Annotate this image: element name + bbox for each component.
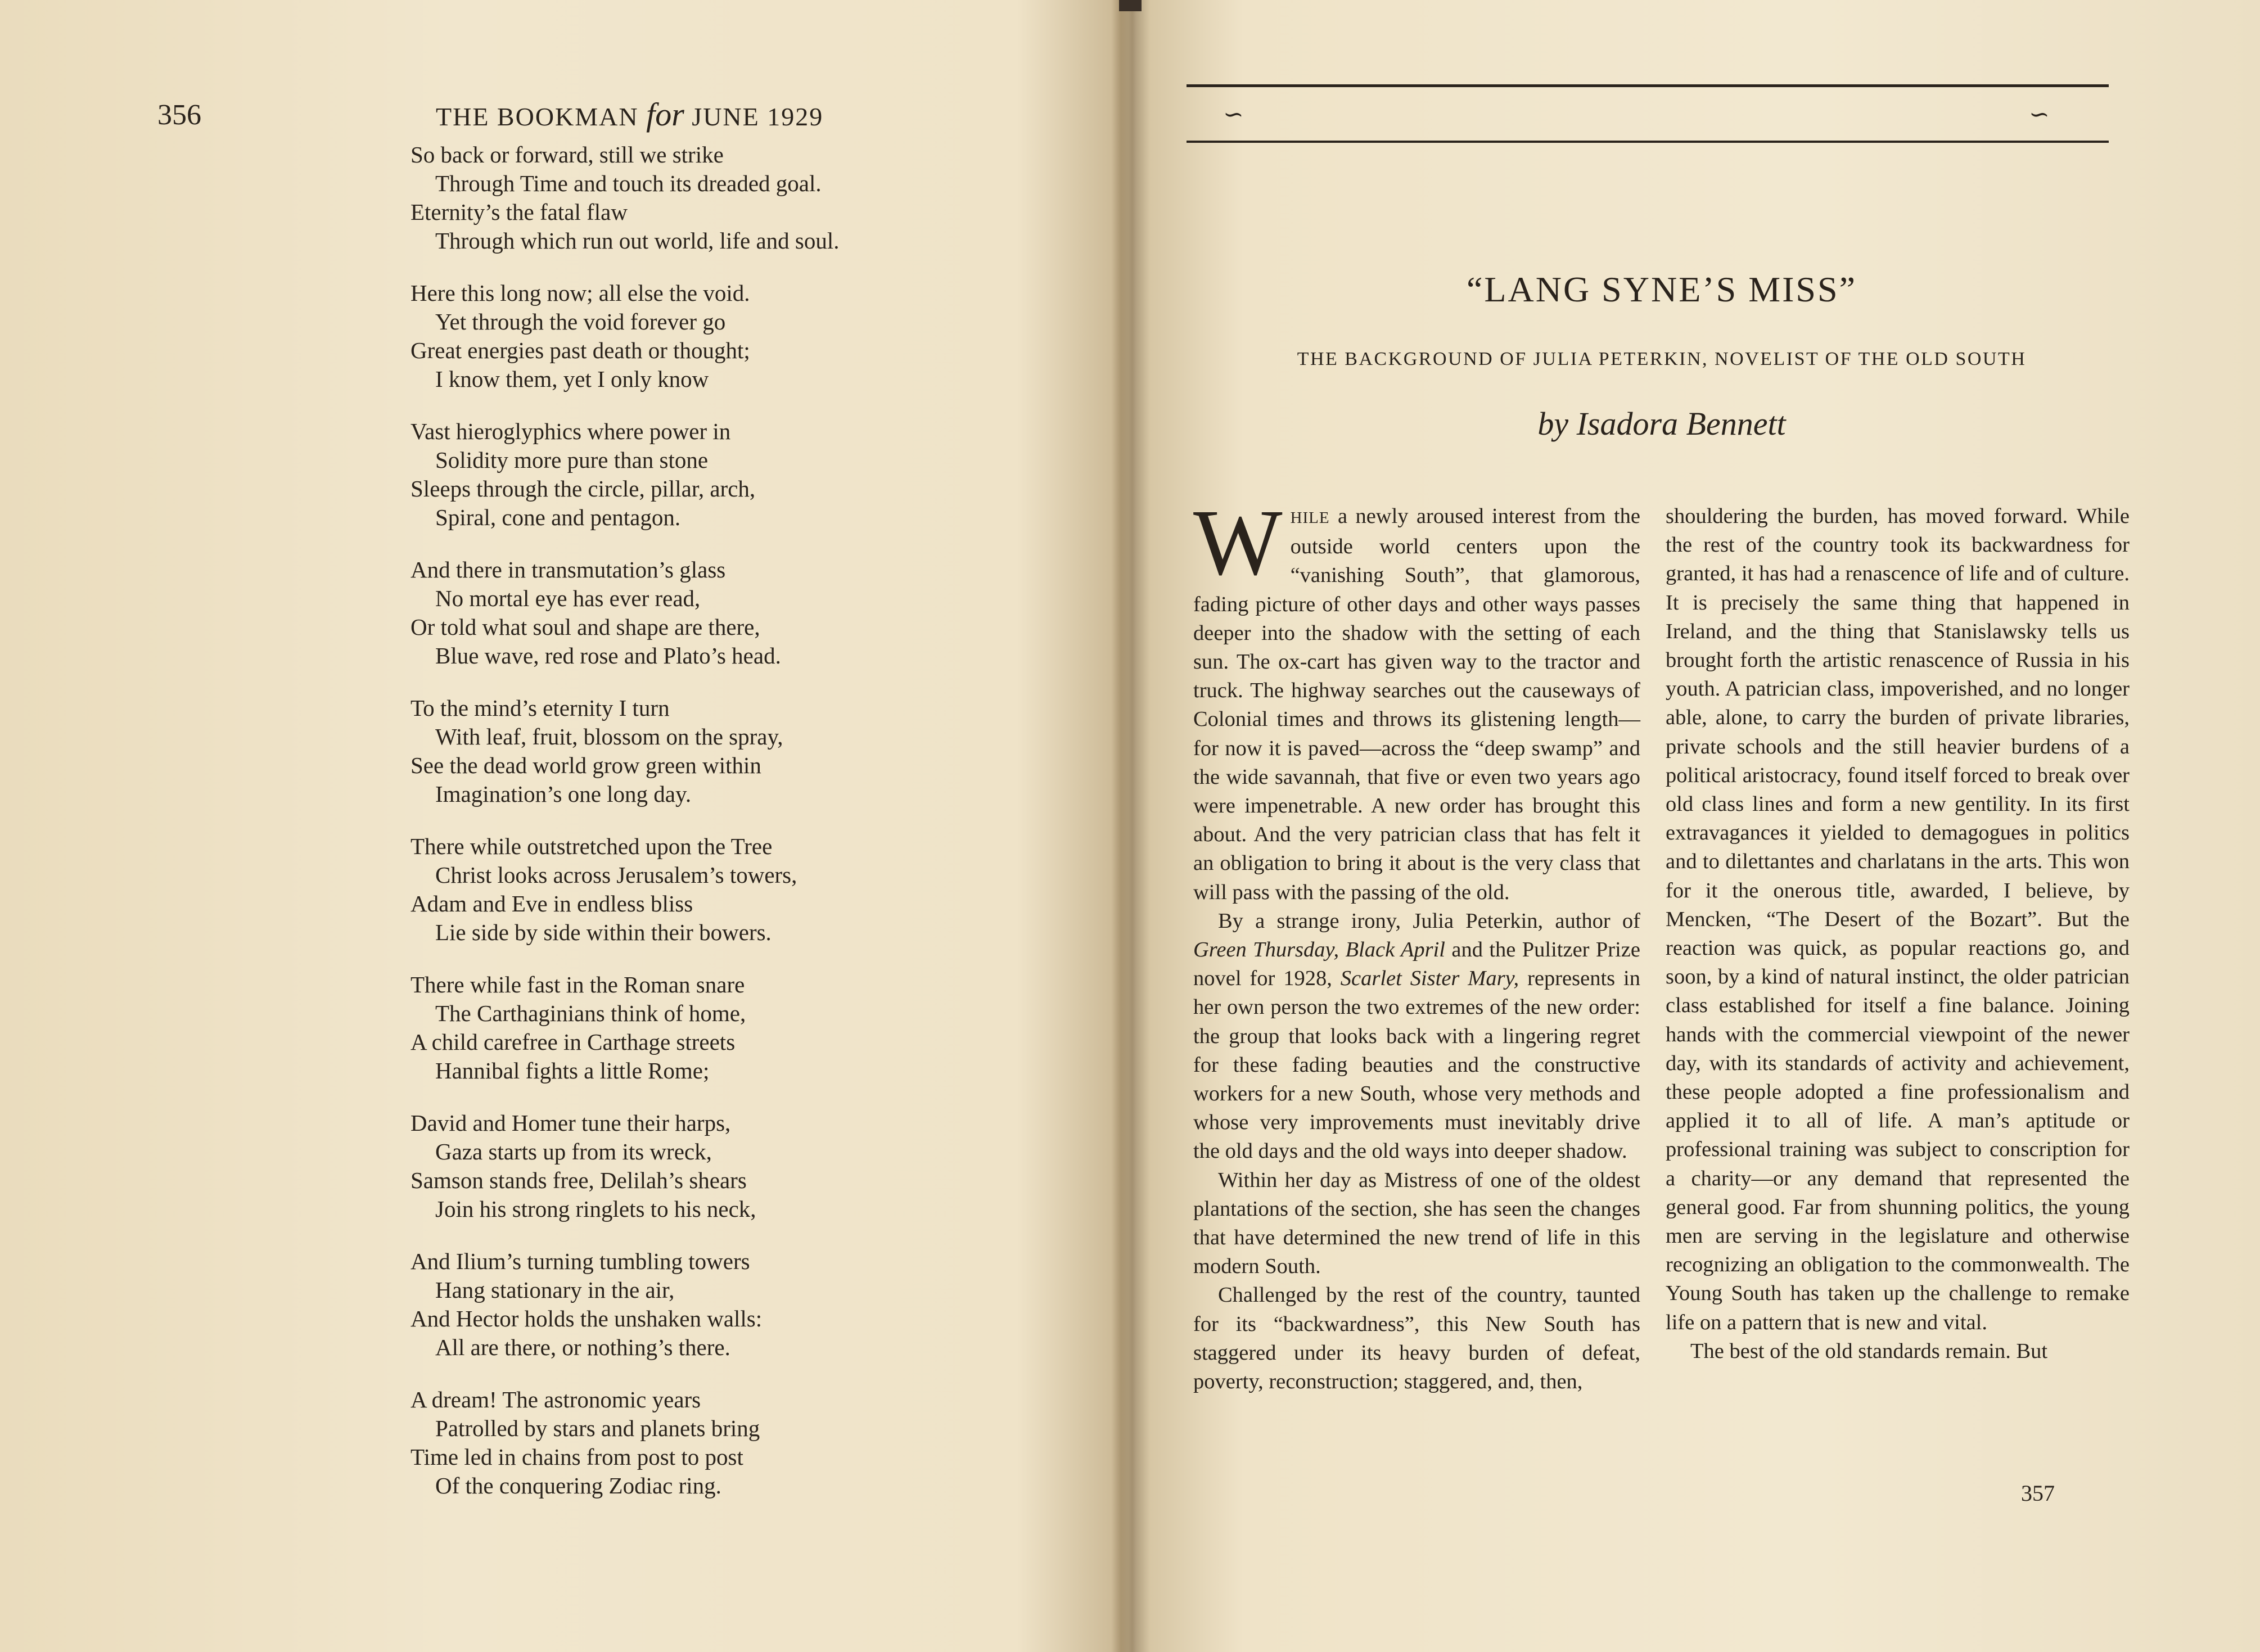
poem-line: Spiral, cone and pentagon. (435, 504, 681, 530)
poem-stanza (411, 971, 917, 1085)
article-subtitle: THE BACKGROUND OF JULIA PETERKIN, NOVELIST OF THE OLD SOUTH (1297, 349, 2027, 369)
paragraph (1193, 490, 1640, 907)
paragraph: shouldering the burden, has moved forward. While the rest of the country took its backwardness for granted, it has had a renascence of life and of culture. It is precisely the same thing that happened in Ireland, and the thing that Stanislawsky tells us brought forth the artistic renascence of Russia in his youth. A patrician class, impoverished, and no longer able, alone, to carry the burden of private libraries, private schools and the still heavier burdens of a political aristocracy, found itself forced to break over old class lines and form a new gentility. In its first extravagances it yielded to demagogues in politics and to dilettantes and charlatans in the arts. This won for it the onerous title, awarded, I believe, by Mencken, “The Desert of the Bozart”. But the reaction was quick, as popular reactions go, and soon, by a kind of natural instinct, the older patrician class established for itself a fine balance. Joining hands with the commercial viewpoint of the newer day, with its standards of activity and achievement, these people adopted a fine professionalism and applied it to all of life. A man’s aptitude or professional training was subject to conscription for a charity—or any demand that represented the general good. Far from shunning politics, the young men are serving in the legislature and otherwise recognizing an obligation to the commonwealth. The Young South has taken up the challenge to remake life on a pattern that is new and vital. (1666, 504, 2130, 1334)
second-rule (1187, 141, 2109, 143)
paragraph-text: represents in her own person the two extremes of the new order: the group that looks back with a lingering regret for these fading beauties and the constructive workers for a new South, whose very methods and whose very improvements must inevitably drive the old days and the old ways into deeper shadow. (1193, 967, 1640, 1163)
poem-line: Patrolled by stars and planets bring (435, 1415, 760, 1441)
poem-line: Blue wave, red rose and Plato’s head. (435, 643, 781, 669)
poem-line: Time led in chains from post to post (411, 1444, 743, 1470)
page-number: 357 (2021, 1481, 2055, 1506)
poem-line: So back or forward, still we strike (411, 142, 724, 168)
paragraph-text: and the Pulitzer Prize novel for 1928, (1193, 938, 1640, 991)
book-title: Scarlet Sister Mary, (1340, 967, 1519, 991)
poem-line: And there in transmutation’s glass (411, 557, 726, 583)
poem-line: With leaf, fruit, blossom on the spray, (435, 724, 783, 750)
poem-line: Join his strong ringlets to his neck, (435, 1196, 756, 1222)
drop-cap: W (1193, 490, 1283, 595)
poem-line: Through which run out world, life and soul. (435, 228, 840, 254)
poem-line: Of the conquering Zodiac ring. (435, 1473, 721, 1498)
poem-line: Lie side by side within their bowers. (435, 919, 772, 945)
poem-stanza (411, 141, 917, 255)
poem-line: Adam and Eve in endless bliss (411, 891, 693, 917)
poem-line: Christ looks across Jerusalem’s towers, (435, 862, 797, 888)
poem-stanza (411, 1247, 917, 1362)
poem-line: Vast hieroglyphics where power in (411, 418, 731, 444)
running-head-for: for (646, 96, 684, 133)
paragraph-text: By a strange irony, Julia Peterkin, author of (1218, 909, 1640, 933)
poem-stanza (411, 1109, 917, 1224)
poem-line: Samson stands free, Delilah’s shears (411, 1167, 747, 1193)
poem-line: Yet through the void forever go (435, 309, 726, 335)
paragraph: Challenged by the rest of the country, taunted for its “backwardness”, this New South has staggered under its heavy burden of defeat, poverty, reconstruction; staggered, and, then, (1193, 1283, 1640, 1394)
poem-stanza (411, 694, 917, 809)
book-title: Green Thursday, Black April (1193, 938, 1445, 962)
article-column-left (1193, 490, 1640, 1396)
poem-line: David and Homer tune their harps, (411, 1110, 731, 1136)
article-column-right (1666, 502, 2130, 1366)
poem-stanza (411, 417, 917, 532)
running-head-date: JUNE 1929 (692, 102, 824, 131)
poem-line: Hang stationary in the air, (435, 1277, 675, 1303)
lead-smallcaps: HILE (1290, 509, 1330, 527)
paragraph (1193, 907, 1640, 1166)
poem-line: Great energies past death or thought; (411, 337, 750, 363)
poem-stanza (411, 556, 917, 670)
poem-line: There while fast in the Roman snare (411, 972, 745, 997)
poem-line: The Carthaginians think of home, (435, 1000, 746, 1026)
poem-line: A child carefree in Carthage streets (411, 1029, 736, 1055)
poem-line: See the dead world grow green within (411, 752, 761, 778)
poem-stanza (411, 1385, 917, 1500)
poem-line: Imagination’s one long day. (435, 781, 692, 807)
paragraph: Within her day as Mistress of one of the oldest plantations of the section, she has seen the changes that have determined the new trend of life in this modern South. (1193, 1168, 1640, 1279)
poem-line: Or told what soul and shape are there, (411, 614, 760, 640)
poem-stanza (411, 279, 917, 394)
ornament-left-icon: ∽ (1223, 101, 1244, 128)
poem-line: Hannibal fights a little Rome; (435, 1058, 710, 1084)
paragraph: The best of the old standards remain. But (1690, 1339, 2048, 1363)
poem-line: I know them, yet I only know (435, 366, 709, 392)
poem-line: Through Time and touch its dreaded goal. (435, 170, 822, 196)
poem (411, 141, 917, 1524)
article-title: “LANG SYNE’S MISS” (1467, 269, 1857, 309)
poem-line: To the mind’s eternity I turn (411, 695, 670, 721)
left-page (0, 0, 1113, 1652)
poem-line: No mortal eye has ever read, (435, 585, 701, 611)
poem-line: Solidity more pure than stone (435, 447, 709, 473)
poem-line: There while outstretched upon the Tree (411, 833, 773, 859)
page-number: 356 (157, 99, 201, 131)
byline: by Isadora Bennett (1537, 405, 1786, 442)
running-head-title: THE BOOKMAN (436, 102, 639, 131)
poem-line: And Ilium’s turning tumbling towers (411, 1248, 750, 1274)
poem-line: Sleeps through the circle, pillar, arch, (411, 476, 756, 502)
paragraph-text: a newly aroused interest from the outside world centers upon the “vanishing South”, that glamorous, fading picture of other days and other ways passes deeper into the shadow with the setting of each sun. The ox-cart has given way to the tractor and truck. The highway searches out the causeways of Colonial times and throws its glistening length—for now it is paved—across the “deep swamp” and the wide savannah, that five or even two years ago were impenetrable. A new order has brought this about. And the very patrician class that has felt it an obligation to bring it about is the very class that will pass with the passing of the old. (1193, 504, 1640, 904)
poem-line: All are there, or nothing’s there. (435, 1334, 730, 1360)
poem-line: And Hector holds the unshaken walls: (411, 1306, 763, 1331)
poem-line: A dream! The astronomic years (411, 1387, 701, 1412)
running-head (436, 96, 823, 133)
poem-stanza (411, 832, 917, 947)
poem-line: Gaza starts up from its wreck, (435, 1139, 712, 1164)
top-rule (1187, 84, 2109, 87)
poem-line: Eternity’s the fatal flaw (411, 199, 628, 225)
ornament-right-icon: ∽ (2029, 101, 2050, 128)
poem-line: Here this long now; all else the void. (411, 280, 750, 306)
